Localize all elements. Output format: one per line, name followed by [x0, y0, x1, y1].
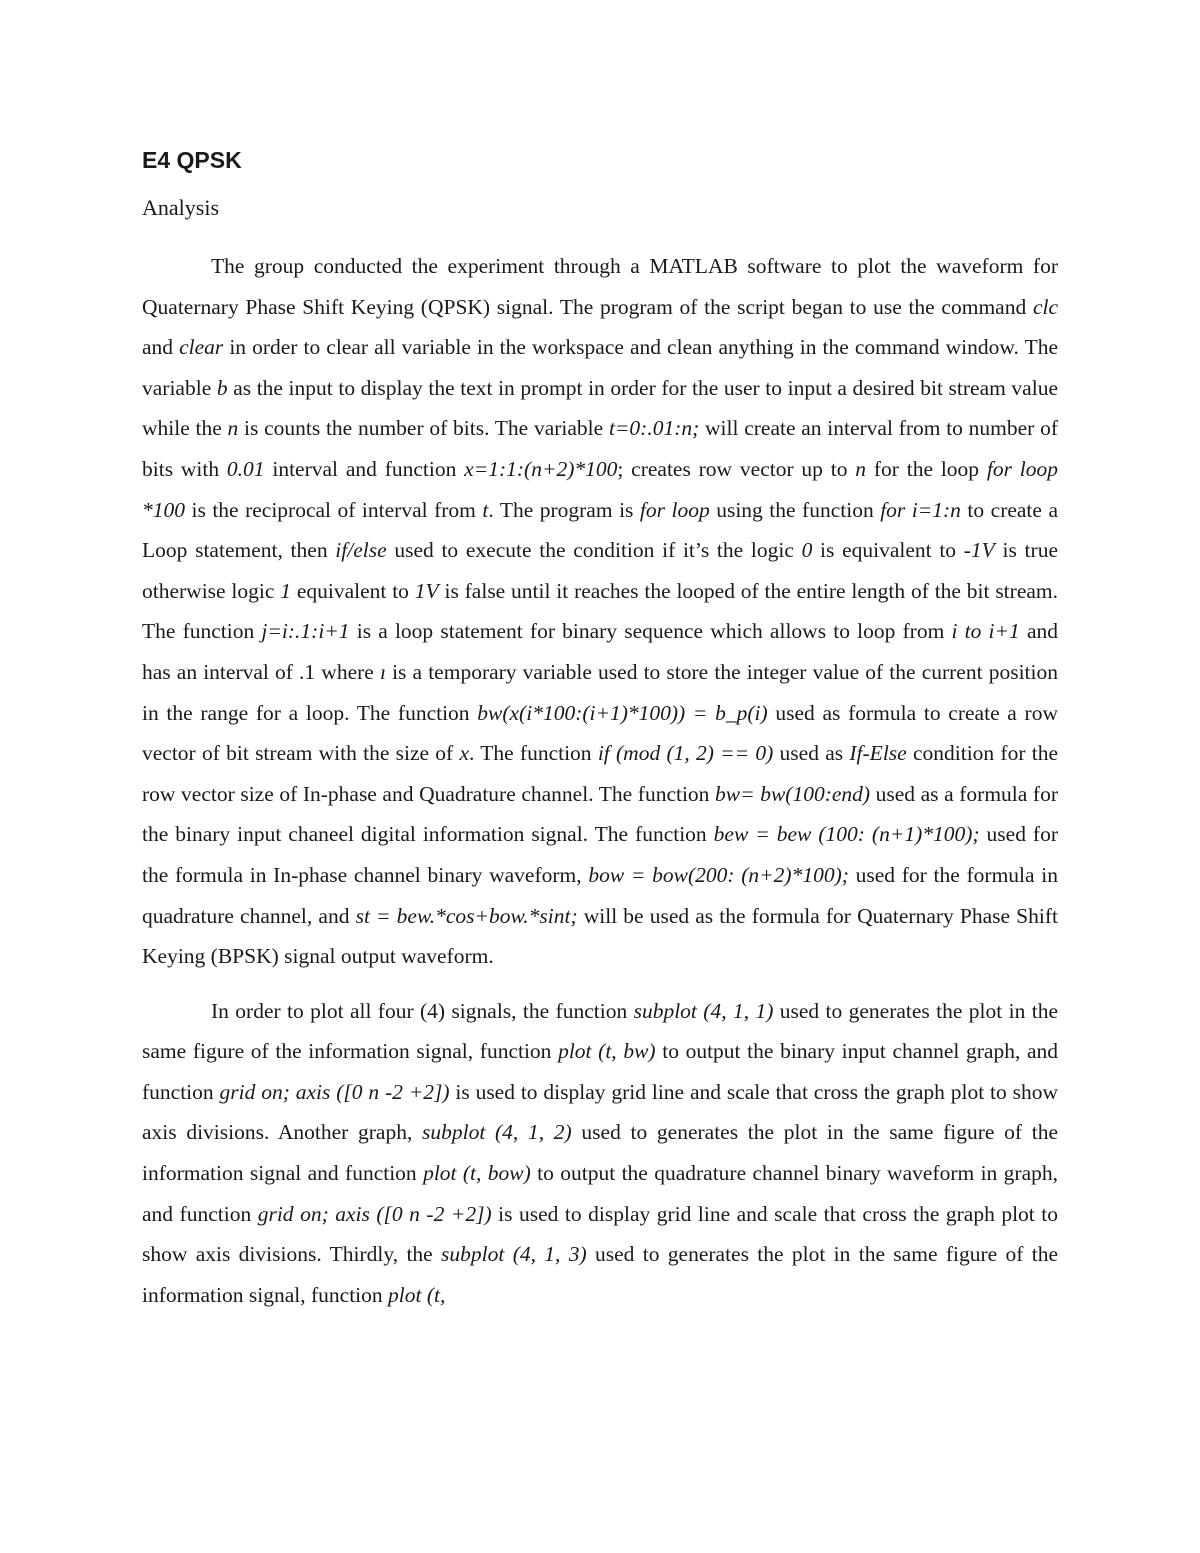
text-run: using the function [709, 497, 881, 522]
text-run: is used to display grid line and scale that cross the graph plot to show axis divisions. Thirdly, the [142, 1201, 1059, 1267]
code-term: ı [379, 659, 386, 684]
code-term: t=0:.01:n; [608, 416, 700, 441]
text-run: In order to plot all four (4) signals, the function [211, 998, 634, 1023]
text-run: is false until it reaches the looped of the entire length of the bit stream. The function [142, 578, 1058, 644]
text-run: to output the binary input channel graph, and function [142, 1039, 1058, 1104]
code-term: 0.01 [226, 456, 265, 481]
text-run: is true otherwise logic [142, 538, 1058, 603]
text-run: . The function [469, 741, 598, 766]
code-term: if/else [335, 538, 387, 563]
text-run: to output the quadrature channel binary waveform in graph, and function [142, 1161, 1058, 1226]
code-term: bew = bew (100: (n+1)*100); [713, 822, 980, 847]
code-term: plot (t, bw) [558, 1039, 656, 1064]
text-run: . The program is [488, 497, 640, 522]
section-heading: Analysis [142, 195, 219, 220]
text-run: condition for the row vector size of In-phase and Quadrature channel. The function [142, 741, 1058, 806]
text-run: used as formula to create a row vector of bit stream with the size of [142, 700, 1058, 766]
code-term: 1 [280, 578, 291, 603]
text-run: and has an interval of .1 where [142, 619, 1058, 684]
code-term: b [216, 375, 228, 400]
code-term: n [855, 456, 867, 481]
code-term: -1V [963, 538, 995, 563]
text-run: and [142, 335, 180, 360]
code-term: clc [1032, 294, 1058, 319]
code-term: for loop [639, 497, 710, 522]
text-run: used as [773, 741, 850, 766]
code-term: if (mod (1, 2) == 0) [597, 741, 774, 766]
text-run: used to generates the plot in the same figure of the information signal, function [142, 998, 1058, 1064]
text-run: used for the formula in quadrature channel, and [142, 862, 1058, 928]
code-term: i to i+1 [951, 619, 1020, 644]
code-term: clear [179, 335, 224, 360]
text-run: used to execute the condition if it’s the logic [386, 538, 802, 563]
code-term: plot (t, [388, 1282, 446, 1307]
code-term: 0 [801, 538, 813, 563]
text-run: in order to clear all variable in the workspace and clean anything in the command window. The variable [142, 335, 1058, 400]
text-run: is counts the number of bits. The variable [238, 416, 609, 441]
text-run: used to generates the plot in the same figure of the information signal, function [142, 1242, 1058, 1307]
code-term: x [459, 741, 469, 766]
code-term: subplot (4, 1, 3) [441, 1242, 587, 1267]
code-term: x=1:1:(n+2)*100 [464, 456, 618, 481]
code-term: subplot (4, 1, 2) [422, 1120, 572, 1145]
text-run: equivalent to [290, 578, 415, 603]
code-term: n [227, 416, 239, 441]
text-run: will be used as the formula for Quaternary Phase Shift Keying (BPSK) signal output waveform. [142, 903, 1058, 969]
text-run: for the loop [866, 456, 987, 481]
text-run: used to generates the plot in the same figure of the information signal and function [142, 1120, 1058, 1186]
code-term: bw(x(i*100:(i+1)*100)) = b_p(i) [477, 700, 768, 725]
code-term: grid on; axis ([0 n -2 +2]) [257, 1201, 492, 1226]
text-run: The group conducted the experiment through a MATLAB software to plot the waveform for Quaternary Phase Shift Keying (QPSK) signal. The program of the script began to use the command [142, 254, 1058, 319]
text-run: will create an interval from to number of bits with [142, 416, 1058, 481]
code-term: j=i:.1:i+1 [261, 619, 350, 644]
paragraph [142, 991, 1058, 1316]
code-term: 1V [414, 578, 439, 603]
code-term: t [482, 497, 489, 522]
text-run: is used to display grid line and scale that cross the graph plot to show axis divisions. Another graph, [142, 1079, 1059, 1145]
body-text [142, 246, 1058, 1315]
text-run: as the input to display the text in prompt in order for the user to input a desired bit stream value while the [142, 375, 1058, 441]
text-run: ; creates row vector up to [617, 456, 856, 481]
code-term: for i=1:n [880, 497, 961, 522]
text-run: is a loop statement for binary sequence which allows to loop from [349, 619, 952, 644]
code-term: subplot (4, 1, 1) [633, 998, 774, 1023]
code-term: bow = bow(200: (n+2)*100); [588, 862, 849, 887]
text-run: is equivalent to [812, 538, 964, 563]
text-run: used as a formula for the binary input chaneel digital information signal. The function [142, 781, 1058, 847]
text-run: is the reciprocal of interval from [185, 497, 483, 522]
code-term: bw= bw(100:end) [715, 781, 871, 806]
code-term: grid on; axis ([0 n -2 +2]) [219, 1079, 450, 1104]
text-run: interval and function [264, 456, 465, 481]
text-run: used for the formula in In-phase channel binary waveform, [142, 822, 1058, 887]
code-term: plot (t, bow) [423, 1161, 531, 1186]
paragraph [142, 246, 1058, 977]
text-run: is a temporary variable used to store the integer value of the current position in the range for a loop. The function [142, 659, 1058, 725]
text-run: to create a Loop statement, then [142, 497, 1058, 563]
code-term: for loop *100 [142, 456, 1059, 522]
document-title: E4 QPSK [142, 147, 242, 173]
code-term: If-Else [849, 741, 907, 766]
code-term: st = bew.*cos+bow.*sint; [355, 903, 578, 928]
